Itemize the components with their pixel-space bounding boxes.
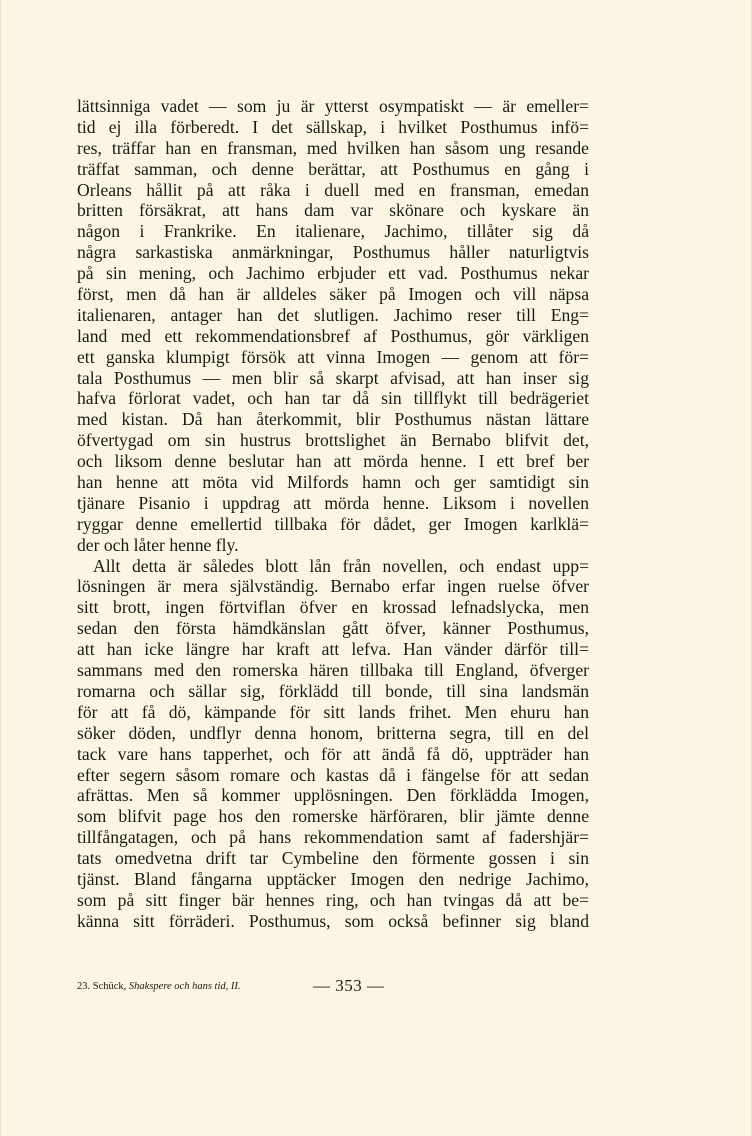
text-line: på sin mening, och Jachimo erbjuder ett vad. Posthumus nekar bbox=[77, 263, 589, 284]
text-line: tjänare Pisanio i uppdrag att mörda henne. Liksom i novellen bbox=[77, 492, 589, 513]
text-line: han henne att möta vid Milfords hamn och ger samtidigt sin bbox=[77, 472, 589, 493]
signature-mark bbox=[77, 981, 241, 992]
text-line: som på sitt finger bär hennes ring, och han tvingas då att be= bbox=[77, 889, 589, 910]
text-line: italienaren, antager han det slutligen. Jachimo reser till Eng= bbox=[77, 304, 589, 325]
text-line: ett ganska klumpigt försök att vinna Imogen — genom att för= bbox=[77, 346, 589, 367]
text-line: Allt detta är således blott lån från novellen, och endast upp= bbox=[93, 555, 589, 576]
text-line: tjänst. Bland fångarna upptäcker Imogen den nedrige Jachimo, bbox=[77, 868, 589, 889]
text-line: någon i Frankrike. En italienare, Jachimo, tillåter sig då bbox=[77, 221, 589, 242]
text-line: först, men då han är alldeles säker på Imogen och vill näpsa bbox=[77, 284, 589, 305]
text-line: öfvertygad om sin hustrus brottslighet än Bernabo blifvit det, bbox=[77, 430, 589, 451]
text-line: ryggar denne emellertid tillbaka för dådet, ger Imogen karlklä= bbox=[77, 513, 589, 534]
text-line: att han icke längre har kraft att lefva. Han vänder därför till= bbox=[77, 639, 589, 660]
text-line: land med ett rekommendationsbref af Posthumus, gör värkligen bbox=[77, 325, 589, 346]
text-line: romarna och sällar sig, förklädd till bonde, till sina landsmän bbox=[77, 680, 589, 701]
text-line: sammans med den romerska hären tillbaka till England, öfverger bbox=[77, 660, 589, 681]
text-line: afrättas. Men så kommer upplösningen. Den förklädda Imogen, bbox=[77, 785, 589, 806]
text-line: der och låter henne fly. bbox=[77, 534, 239, 555]
body-text bbox=[77, 96, 589, 932]
text-line: för att få dö, kämpande för sitt lands frihet. Men ehuru han bbox=[77, 701, 589, 722]
page-number: — 353 — bbox=[313, 976, 385, 995]
text-line: med kistan. Då han återkommit, blir Posthumus nästan lättare bbox=[77, 409, 589, 430]
text-line: träffat samman, och denne berättar, att Posthumus en gång i bbox=[77, 158, 589, 179]
text-line: Orleans hållit på att råka i duell med en fransman, emedan bbox=[77, 179, 589, 200]
text-line: söker döden, undflyr denna honom, britterna segra, till en del bbox=[77, 722, 589, 743]
signature-prefix: 23. Schück, bbox=[77, 981, 127, 992]
text-line: res, träffar han en fransman, med hvilken han såsom ung resande bbox=[77, 137, 589, 158]
text-line: sitt brott, ingen förtviflan öfver en krossad lefnadslycka, men bbox=[77, 597, 589, 618]
text-line: sedan den första hämdkänslan gått öfver, känner Posthumus, bbox=[77, 618, 589, 639]
text-line: känna sitt förräderi. Posthumus, som också befinner sig bland bbox=[77, 910, 589, 931]
text-line: hafva förlorat vadet, och han tar då sin tillflykt till bedrägeriet bbox=[77, 388, 589, 409]
text-line: britten försäkrat, att hans dam var skönare och kyskare än bbox=[77, 200, 589, 221]
text-line: tala Posthumus — men blir så skarpt afvisad, att han inser sig bbox=[77, 367, 589, 388]
text-line: efter segern såsom romare och kastas då i fängelse för att sedan bbox=[77, 764, 589, 785]
text-line: och liksom denne beslutar han att mörda henne. I ett bref ber bbox=[77, 451, 589, 472]
text-line: tid ej illa förberedt. I det sällskap, i hvilket Posthumus infö= bbox=[77, 116, 589, 137]
signature-title: Shakspere och hans tid, II. bbox=[128, 981, 241, 992]
text-line: som blifvit page hos den romerske härföraren, blir jämte denne bbox=[77, 806, 589, 827]
page-footer bbox=[77, 976, 589, 998]
text-line: lösningen är mera självständig. Bernabo erfar ingen ruelse öfver bbox=[77, 576, 589, 597]
text-line: några sarkastiska anmärkningar, Posthumus håller naturligtvis bbox=[77, 242, 589, 263]
text-line: tats omedvetna drift tar Cymbeline den förmente gossen i sin bbox=[77, 848, 589, 869]
text-line: lättsinniga vadet — som ju är ytterst osympatiskt — är emeller= bbox=[77, 96, 589, 116]
text-line: tack vare hans tapperhet, och för att ändå få dö, uppträder han bbox=[77, 743, 589, 764]
text-line: tillfångatagen, och på hans rekommendation samt af fadershjär= bbox=[77, 827, 589, 848]
